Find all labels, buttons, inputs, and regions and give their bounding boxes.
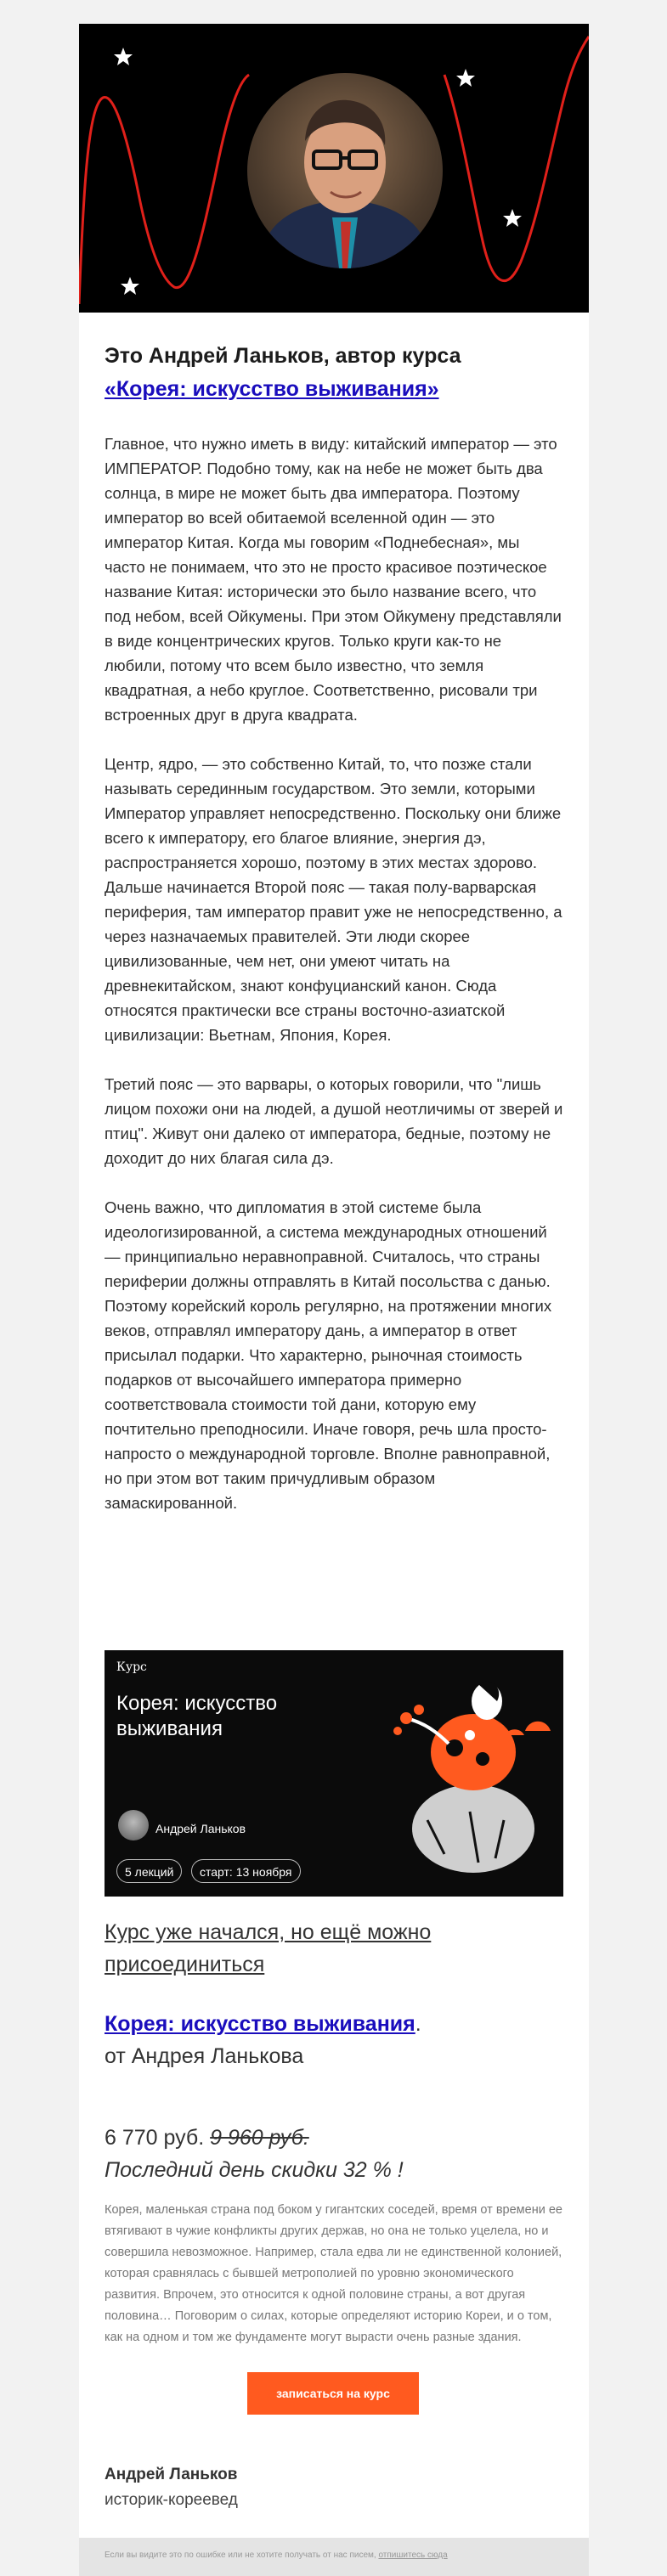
- headline-course-link[interactable]: «Корея: искусство выживания»: [105, 377, 439, 401]
- signature-name: Андрей Ланьков: [105, 2466, 238, 2483]
- article-paragraph: Главное, что нужно иметь в виду: китайский император — это ИМПЕРАТОР. Подобно тому, как на небе не может быть два солнца, в мире не может быть два императора. Поэтому император во всей обитаемой вселенной один — это император Китая. Когда мы говорим «Поднебесная», мы часто не понимаем, что это не просто красивое поэтическое название Китая: исторически это было название всего, что под небом, всей Ойкумены. При этом Ойкумену представляли в виде концентрических кругов. Только круги как-то не любили, потому что всем было известно, что земля квадратная, а небо круглое. Соответственно, рисовали три встроенных друг в друга квадрата.: [105, 435, 562, 724]
- price-new: 6 770 руб.: [105, 2126, 205, 2150]
- footer: [79, 2538, 589, 2576]
- unsubscribe-link[interactable]: отпишитесь сюда: [378, 2551, 448, 2560]
- price-old: 9 960 руб.: [210, 2126, 309, 2150]
- course-description: Корея, маленькая страна под боком у гигантских соседей, время от времени ее втягивают в чужие конфликты других держав, но она не только уцелела, но и совершила невозможное. Например, стала едва ли не единственной колонией, которая сравнялась с бывшей метрополией по уровню экономического развития. Впрочем, это относится к одной половине страны, а вот другая половина… Поговорим о силах, которые определяют историю Кореи, и о том, как на одном и том же фундаменте могут вырасти очень разные здания.: [105, 2203, 562, 2344]
- enroll-button[interactable]: записаться на курс: [247, 2372, 419, 2415]
- signature-role: историк-кореевед: [105, 2491, 238, 2509]
- article-paragraph: Очень важно, что дипломатия в этой системе была идеологизированной, а система международных отношений — принципиально неравноправной. Считалось, что страны периферии должны отправлять в Китай посольства с данью. Поэтому корейский король регулярно, на протяжении многих веков, отправлял императору дань, а император в ответ присылал подарки. Что характерно, рыночная стоимость подарков от высочайшего императора примерно соответствовала стоимости той дани, которую ему почтительно преподносили. Иначе говоря, речь шла просто-напросто о международной торговле. Вполне равноправной, но при этом вот таким причудливым образом замаскированной.: [105, 1198, 552, 1512]
- start-date-badge: старт: 13 ноября: [191, 1859, 301, 1883]
- article: [105, 431, 563, 1540]
- course-link[interactable]: Корея: искусство выживания: [105, 2012, 415, 2036]
- author-portrait: [247, 73, 443, 268]
- banner-title: Корея: искусство выживания: [116, 1692, 278, 1740]
- course-link-period: .: [415, 2012, 421, 2036]
- article-paragraph: Третий пояс — это варвары, о которых говорили, что "лишь лицом похожи они на людей, а душой неотличимы от зверей и птиц". Живут они далеко от императора, бедные, поэтому не доходит до них благая сила дэ.: [105, 1075, 563, 1167]
- course-author: от Андрея Ланькова: [105, 2044, 304, 2068]
- avatar: [118, 1810, 149, 1840]
- hero-banner: [79, 24, 589, 313]
- lectures-badge: 5 лекций: [116, 1859, 182, 1883]
- email-body: [79, 24, 589, 2576]
- course-banner[interactable]: [105, 1650, 563, 1897]
- article-paragraph: Центр, ядро, — это собственно Китай, то, что позже стали называть серединным государством. Это земли, которыми Император управляет непосредственно. Поскольку они ближе всего к императору, его благое влияние, энергия дэ, распространяется хорошо, поэтому в этих местах здорово.: [105, 755, 562, 871]
- headline: [105, 340, 563, 406]
- course-started-link[interactable]: Курс уже начался, но ещё можно присоединиться: [105, 1920, 432, 1976]
- banner-author: Андрей Ланьков: [155, 1822, 246, 1835]
- article-paragraph: Дальше начинается Второй пояс — такая полу-варварская периферия, там император правит уже не непосредственно, а через назначаемых правителей. Эти люди скорее цивилизованные, чем нет, они умеют читать на древнекитайском, знают конфуцианский канон. Сюда относятся практически все страны восточно-азиатской цивилизации: Вьетнам, Япония, Корея.: [105, 878, 562, 1044]
- price-line: [105, 2122, 563, 2154]
- course-title-block: [105, 2008, 563, 2072]
- footer-text: [105, 2551, 448, 2560]
- discount-text: Последний день скидки 32 % !: [105, 2158, 404, 2182]
- banner-tag: Курс: [116, 1660, 147, 1674]
- footer-note: Если вы видите это по ошибке или не хотите получать от нас писем,: [105, 2551, 376, 2560]
- headline-text: Это Андрей Ланьков, автор курса: [105, 344, 461, 368]
